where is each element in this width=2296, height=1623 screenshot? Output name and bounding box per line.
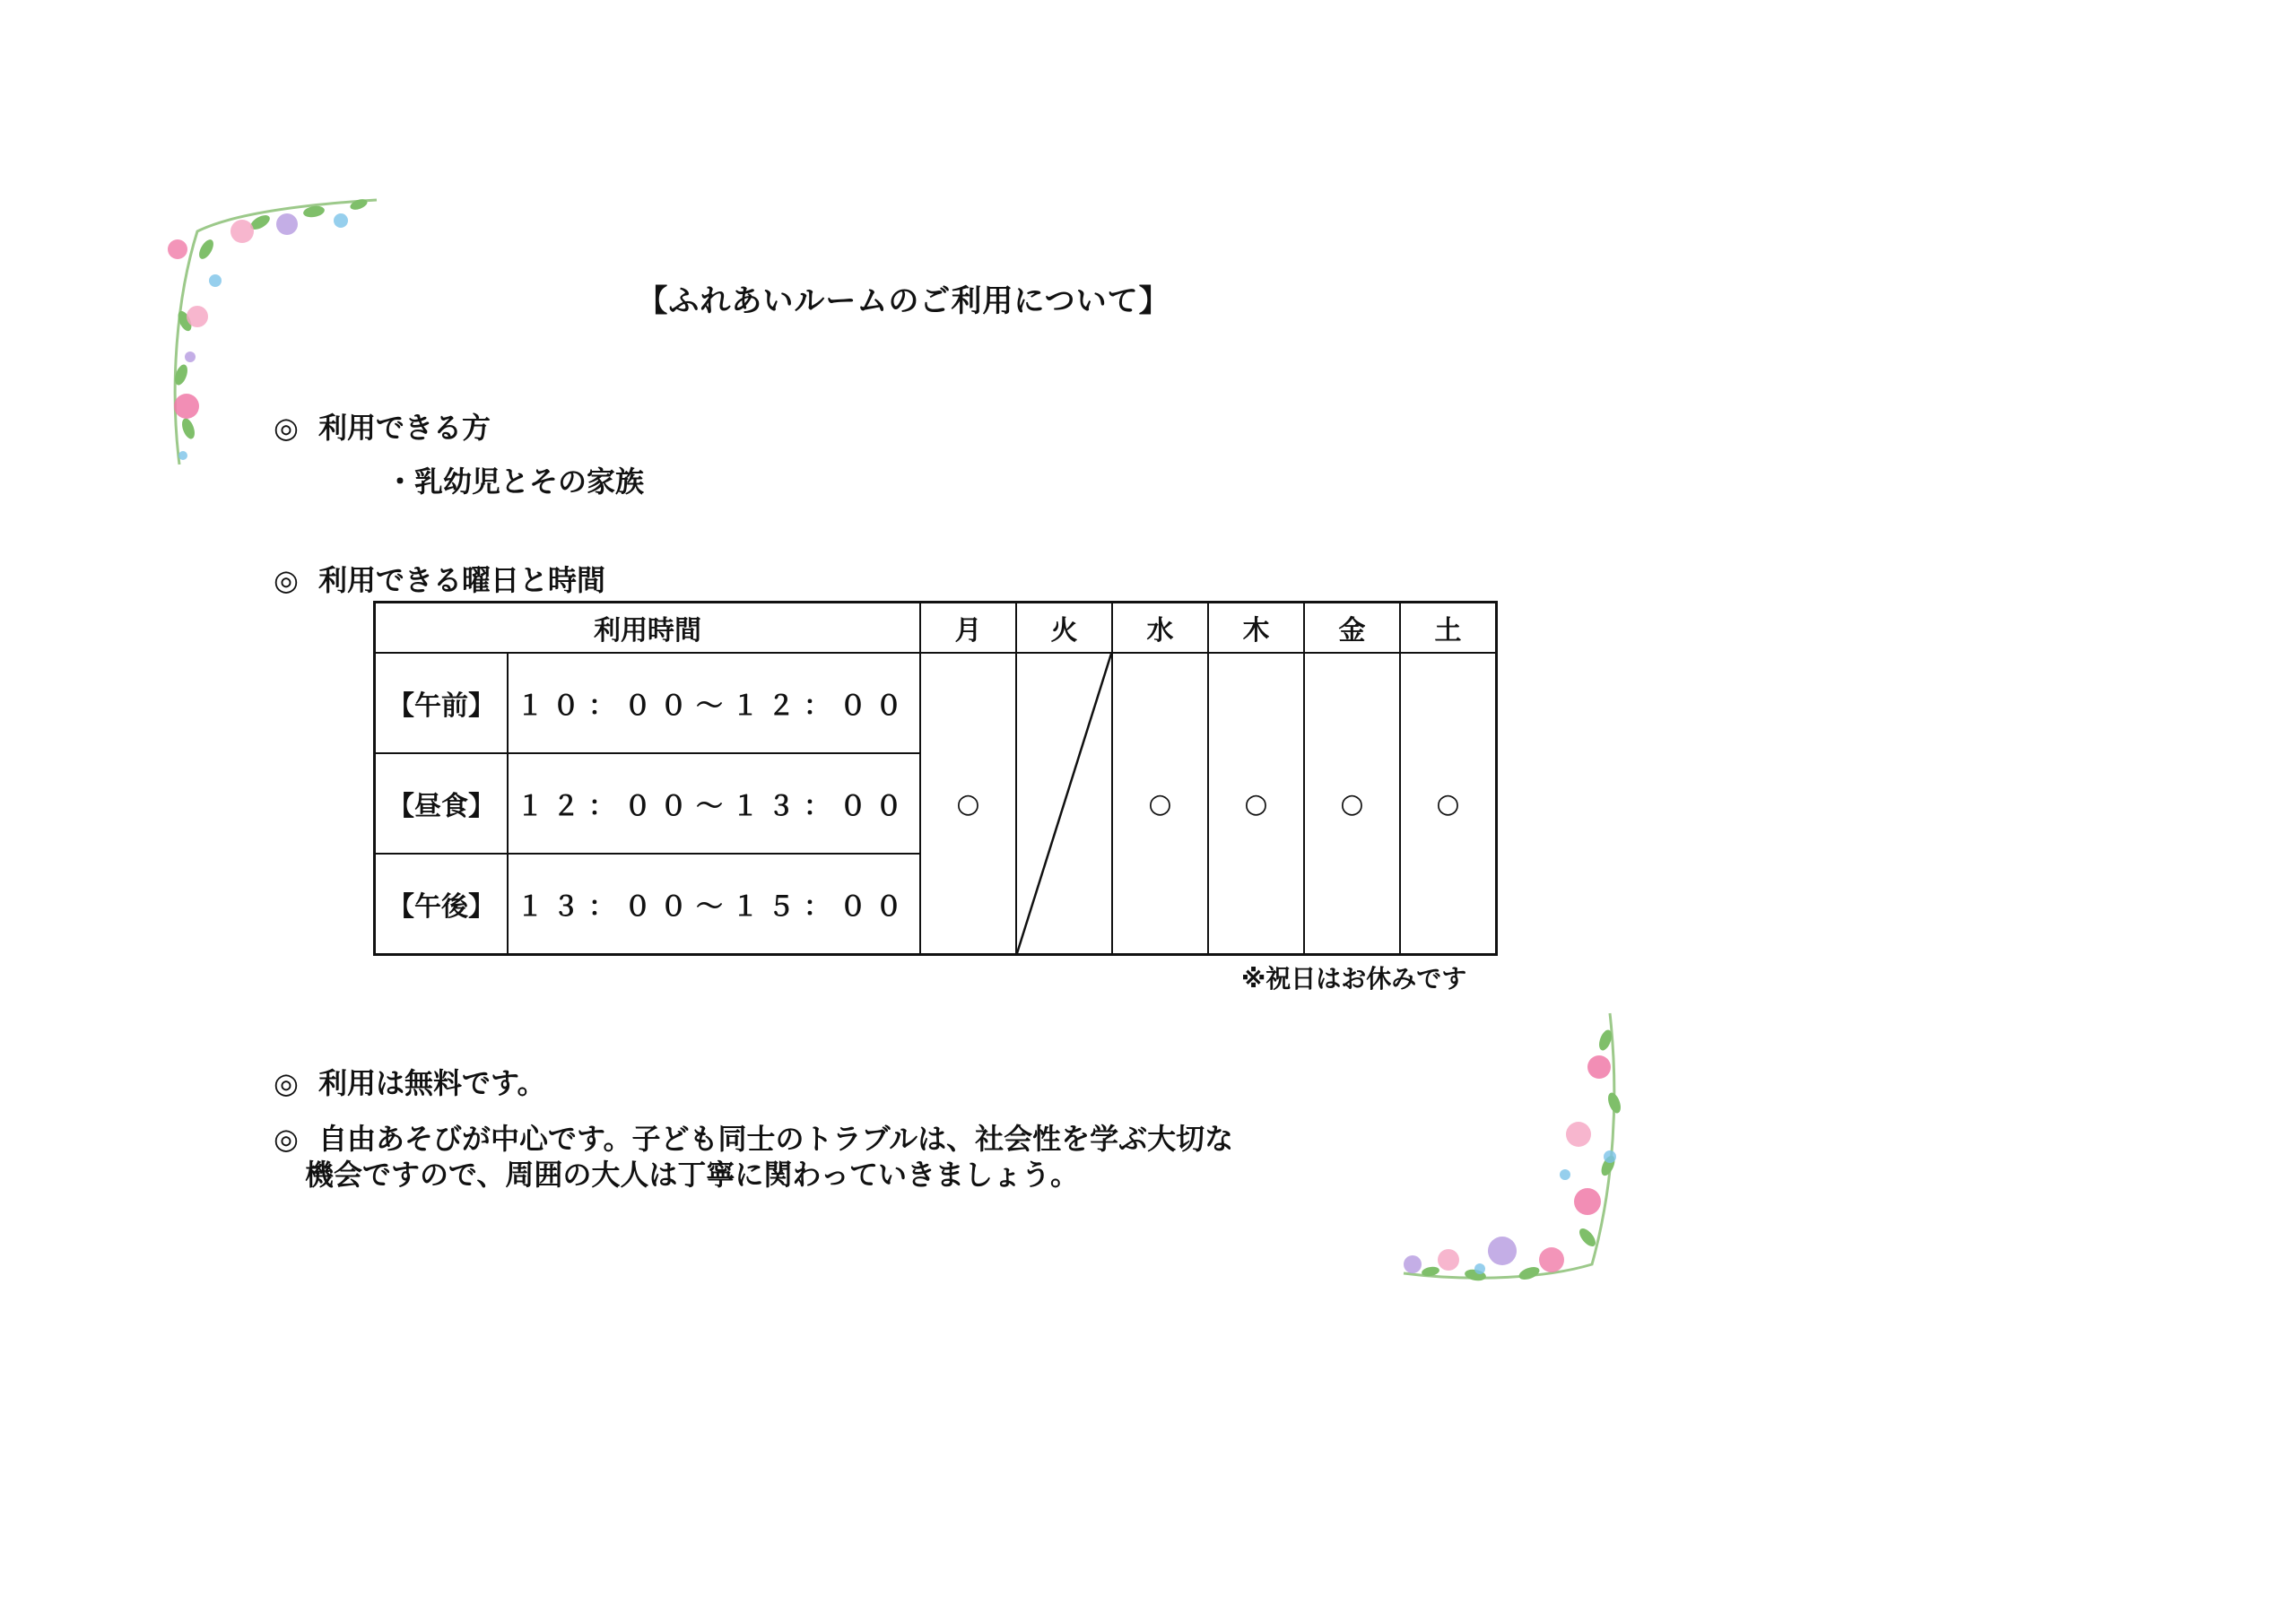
day-header-fri: 金 xyxy=(1304,603,1400,654)
day-header-wed: 水 xyxy=(1112,603,1208,654)
double-circle-icon: ◎ xyxy=(274,563,299,597)
section-eligible-heading xyxy=(274,405,491,447)
period-label-morning: 【午前】 xyxy=(375,653,509,753)
double-circle-icon: ◎ xyxy=(274,1066,299,1100)
floral-corner-bottom-right xyxy=(1395,1004,1632,1296)
period-label-lunch: 【昼食】 xyxy=(375,753,509,854)
eligible-item: ・乳幼児とその家族 xyxy=(386,464,645,499)
fee-text: 利用は無料です。 xyxy=(318,1066,546,1100)
period-time-morning: １０：００～１２：００ xyxy=(508,653,920,753)
period-time-lunch: １２：００～１３：００ xyxy=(508,753,920,854)
schedule-row-morning xyxy=(375,653,1497,753)
schedule-table xyxy=(373,601,1498,956)
page-title: 【ふれあいルームのご利用について】 xyxy=(637,283,1170,319)
day-header-thu: 木 xyxy=(1208,603,1304,654)
availability-wed: ○ xyxy=(1112,653,1208,955)
section-play xyxy=(274,1121,1233,1193)
schedule-header-row xyxy=(375,603,1497,654)
availability-fri: ○ xyxy=(1304,653,1400,955)
period-time-afternoon: １３：００～１５：００ xyxy=(508,854,920,955)
availability-sat: ○ xyxy=(1400,653,1497,955)
double-circle-icon: ◎ xyxy=(274,411,299,445)
period-label-afternoon: 【午後】 xyxy=(375,854,509,955)
holiday-note: ※祝日はお休みです xyxy=(1241,964,1467,994)
play-text-line1: 自由あそびが中心です。子ども同士のトラブルは、社会性を学ぶ大切な xyxy=(318,1122,1234,1156)
play-text-line2: 機会ですので、周囲の大人は丁寧に関わっていきましょう。 xyxy=(305,1158,1080,1192)
day-header-tue: 火 xyxy=(1016,603,1112,654)
availability-tue-closed xyxy=(1016,653,1112,955)
availability-mon: ○ xyxy=(920,653,1016,955)
day-header-mon: 月 xyxy=(920,603,1016,654)
section-schedule-title: 利用できる曜日と時間 xyxy=(318,563,606,597)
section-eligible-title: 利用できる方 xyxy=(318,411,491,445)
time-header: 利用時間 xyxy=(375,603,921,654)
day-header-sat: 土 xyxy=(1400,603,1497,654)
section-schedule-heading xyxy=(274,558,605,599)
section-fee xyxy=(274,1065,545,1101)
availability-thu: ○ xyxy=(1208,653,1304,955)
double-circle-icon: ◎ xyxy=(274,1122,299,1156)
closed-slash-icon xyxy=(1017,654,1111,953)
